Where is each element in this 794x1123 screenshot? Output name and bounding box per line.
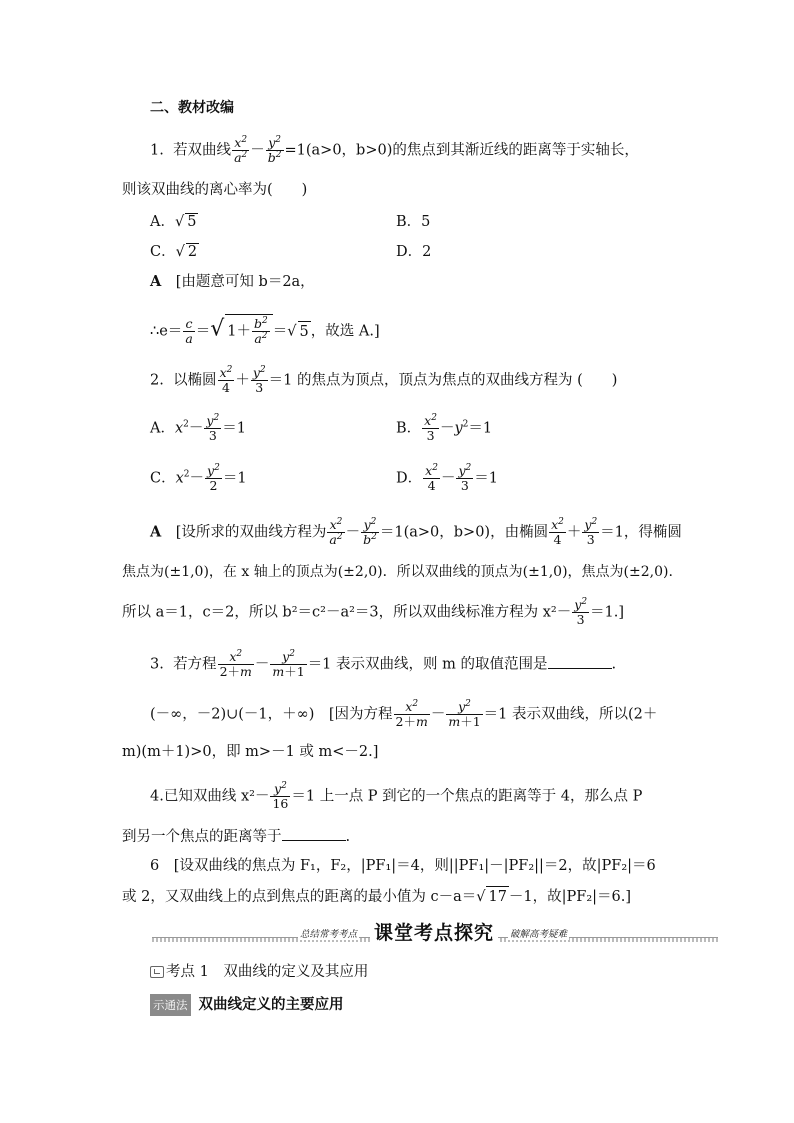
q3-stem: 3. 若方程 $\frac{x^2}{2+m}$ － $\frac{y^2}{m+1}$ ＝1 表示双曲线，则 m 的取值范围是 .	[150, 648, 617, 679]
method-heading: 示通法 双曲线定义的主要应用	[150, 994, 344, 1016]
q4-stem-line2: 到另一个焦点的距离等于 .	[122, 826, 350, 847]
section-banner	[152, 918, 718, 948]
q1-answer-line2: ∴e＝ $\frac{c}{a}$ ＝√ 1＋ $\frac{b^2}{a^2}$ ＝√ 5 ，故选 A.]	[150, 315, 380, 346]
q2-option-a: A．$x^2-$ $\frac{y^2}{3}$ ＝1	[150, 412, 246, 443]
q3-answer-line2: m)(m＋1)>0，即 m>－1 或 m<－2.]	[122, 744, 379, 760]
banner-title: 课堂考点探究	[370, 918, 498, 945]
method-tag: 示通法	[150, 994, 191, 1016]
q2-option-d: D． $\frac{x^2}{4}$ － $\frac{y^2}{3}$ ＝1	[396, 462, 498, 493]
q1-option-b: B．5	[396, 214, 431, 230]
banner-left-text: 总结常考考点	[298, 926, 359, 940]
q1-stem-line1: 1. 若双曲线 $\frac{x^2}{a^2}$ － $\frac{y^2}{b^2}$ =1(a>0，b>0)的焦点到其渐近线的距离等于实轴长，	[150, 134, 639, 165]
q2-answer-line2: 焦点为(±1,0)，在 x 轴上的顶点为(±2,0)．所以双曲线的顶点为(±1,0)，焦点为(±2,0).	[122, 564, 673, 580]
q1-option-c: C．√ 2	[150, 244, 198, 260]
q2-answer-line3: 所以 a＝1，c＝2，所以 b²＝c²－a²＝3，所以双曲线标准方程为 x²－ $\frac{y^2}{3}$ ＝1.]	[122, 596, 625, 627]
q1-answer-line1: A [由题意可知 b＝2a，	[150, 273, 315, 290]
kaodian-heading: 考点 1 双曲线的定义及其应用	[150, 962, 368, 982]
q3-answer-line1: (－∞，－2)∪(－1，＋∞) [因为方程 $\frac{x^2}{2+m}$ － $\frac{y^2}{m+1}$ ＝1 表示双曲线，所以(2＋	[150, 698, 658, 729]
q2-option-b: B． $\frac{x^2}{3}$ $-y^2=1$	[396, 412, 493, 443]
banner-right-text: 破解高考疑难	[508, 926, 569, 940]
q2-stem: 2. 以椭圆 $\frac{x^2}{4}$ ＋ $\frac{y^2}{3}$ ＝1 的焦点为顶点，顶点为焦点的双曲线方程为 ( )	[150, 364, 618, 395]
q1-option-d: D．2	[396, 244, 432, 260]
q1-stem-line2: 则该双曲线的离心率为( )	[122, 182, 308, 198]
q4-answer-line1: 6 [设双曲线的焦点为 F₁，F₂，|PF₁|＝4，则||PF₁|－|PF₂||＝2，故|PF₂|＝6	[150, 858, 656, 874]
q4-answer-line2: 或 2，又双曲线上的点到焦点的距离的最小值为 c－a＝√ 17 －1，故|PF₂|＝6.]	[122, 886, 631, 907]
q2-option-c: C．$x^2-$ $\frac{y^2}{2}$ ＝1	[150, 462, 247, 493]
kaodian-icon	[150, 966, 164, 978]
section-title: 二、教材改编	[150, 100, 234, 116]
q4-stem-line1: 4.已知双曲线 x²－ $\frac{y^2}{16}$ ＝1 上一点 P 到它的一个焦点的距离等于 4，那么点 P	[150, 780, 643, 811]
q1-option-a: A．√ 5	[150, 214, 197, 230]
q2-answer-line1: A [设所求的双曲线方程为 $\frac{x^2}{a^2}$ － $\frac{y^2}{b^2}$ ＝1(a>0，b>0)，由椭圆 $\frac{x^2}{4}$ ＋ $\frac{y^2}{3}$ ＝1，得椭圆	[150, 516, 682, 547]
q3-answer-blank[interactable]	[548, 654, 612, 669]
q4-answer-blank[interactable]	[282, 826, 346, 841]
